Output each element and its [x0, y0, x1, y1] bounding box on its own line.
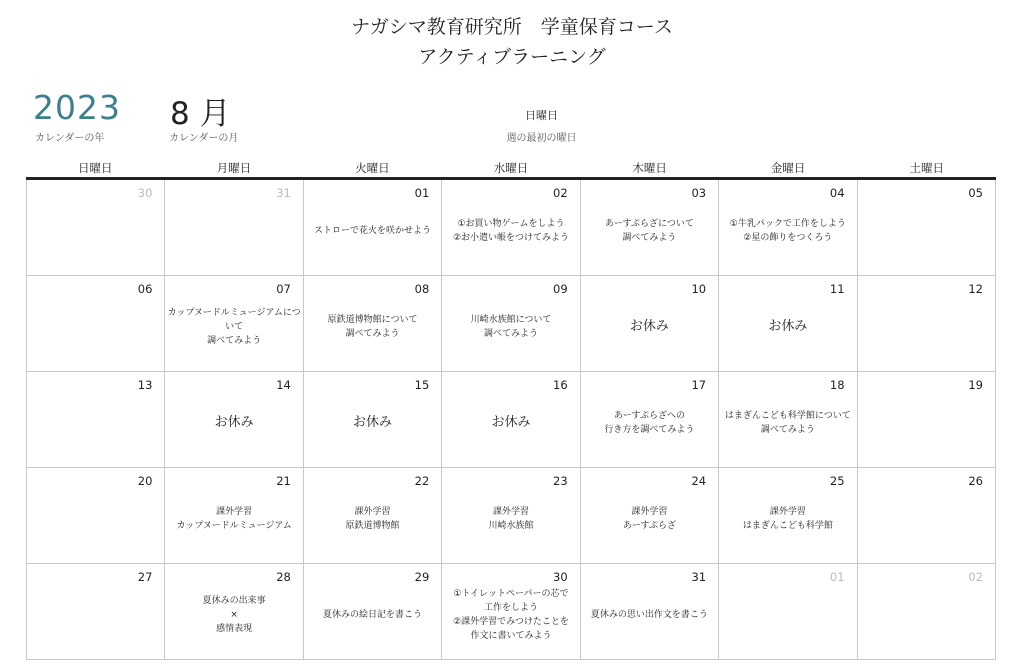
- holiday-label: お休み: [214, 415, 254, 431]
- day-number: 17: [691, 378, 707, 392]
- activity-note: 課外学習 カップヌードルミュージアム: [176, 507, 292, 532]
- day-number: 11: [829, 282, 845, 296]
- calendar-day-cell[interactable]: [164, 564, 302, 659]
- calendar-day-cell[interactable]: [580, 180, 718, 275]
- activity-note: 夏休みの出来事 × 感情表現: [202, 596, 266, 635]
- day-number: 29: [414, 570, 430, 584]
- day-number: 30: [553, 570, 568, 584]
- day-number: 04: [829, 186, 845, 200]
- calendar-day-cell[interactable]: [441, 564, 579, 659]
- calendar-day-cell[interactable]: [857, 372, 996, 467]
- calendar-weeks: [26, 180, 996, 660]
- calendar-day-cell[interactable]: [26, 564, 164, 659]
- day-number: 19: [968, 378, 983, 392]
- calendar-day-cell[interactable]: [857, 564, 996, 659]
- calendar-day-cell[interactable]: [580, 564, 718, 659]
- day-number: 18: [829, 378, 845, 392]
- day-number: 16: [553, 378, 568, 392]
- day-number: 03: [691, 186, 707, 200]
- calendar-day-cell[interactable]: [303, 372, 441, 467]
- weekday-thu: 木曜日: [632, 161, 667, 175]
- activity-note: 夏休みの絵日記を書こう: [323, 610, 423, 621]
- calendar-day-cell[interactable]: [857, 468, 996, 563]
- calendar-day-cell[interactable]: [718, 180, 856, 275]
- activity-note: あーすぷらざについて 調べてみよう: [604, 219, 694, 244]
- activity-note: はまぎんこども科学館について 調べてみよう: [724, 411, 851, 436]
- calendar-day-cell[interactable]: [580, 276, 718, 371]
- calendar-day-cell[interactable]: [718, 372, 856, 467]
- calendar-day-cell[interactable]: [26, 180, 164, 275]
- day-number: 01: [414, 186, 430, 200]
- calendar-day-cell[interactable]: [164, 468, 302, 563]
- calendar-day-cell[interactable]: [303, 468, 441, 563]
- calendar-day-cell[interactable]: [26, 276, 164, 371]
- day-number: 24: [691, 474, 707, 488]
- calendar-day-cell[interactable]: [441, 180, 579, 275]
- weekday-sat: 土曜日: [909, 161, 944, 175]
- calendar-day-cell[interactable]: [718, 564, 856, 659]
- calendar-day-cell[interactable]: [580, 468, 718, 563]
- calendar-day-cell[interactable]: [718, 468, 856, 563]
- calendar-week-row: [26, 372, 996, 468]
- holiday-label: お休み: [491, 415, 531, 431]
- activity-note: 課外学習 あーすぷらざ: [622, 507, 676, 532]
- activity-note: 原鉄道博物館について 調べてみよう: [327, 315, 418, 340]
- calendar-day-cell[interactable]: [303, 564, 441, 659]
- day-number: 15: [414, 378, 430, 392]
- calendar-grid: [26, 160, 996, 660]
- activity-note: ①トイレットペーパーの芯で 工作をしよう ②課外学習でみつけたことを 作文に書いてみよう: [453, 589, 569, 642]
- day-number: 23: [553, 474, 568, 488]
- activity-note: 課外学習 川崎水族館: [488, 507, 534, 532]
- calendar-day-cell[interactable]: [441, 276, 579, 371]
- day-number: 12: [968, 282, 983, 296]
- day-number: 07: [276, 282, 291, 296]
- activity-note: ①お買い物ゲームをしよう ②お小遣い帳をつけてみよう: [452, 219, 570, 244]
- day-number: 06: [137, 282, 153, 296]
- day-number: 20: [137, 474, 153, 488]
- day-number: 02: [968, 570, 983, 584]
- weekday-wed: 水曜日: [493, 161, 529, 175]
- calendar-day-cell[interactable]: [718, 276, 856, 371]
- activity-note: 川崎水族館について 調べてみよう: [470, 315, 552, 340]
- calendar-day-cell[interactable]: [580, 372, 718, 467]
- day-number: 30: [137, 186, 153, 200]
- day-number: 31: [276, 186, 291, 200]
- day-number: 10: [691, 282, 707, 296]
- day-number: 27: [137, 570, 153, 584]
- calendar-week-row: [26, 564, 996, 660]
- calendar-week-row: [26, 180, 996, 276]
- weekday-header: [26, 160, 996, 177]
- calendar-year: 2023: [33, 88, 121, 127]
- weekday-tue: 火曜日: [355, 161, 390, 175]
- calendar-week-row: [26, 468, 996, 564]
- page-subtitle: アクティブラーニング: [418, 46, 606, 68]
- weekday-mon: 月曜日: [216, 161, 252, 175]
- weekday-sun: 日曜日: [78, 161, 113, 175]
- day-number: 14: [276, 378, 291, 392]
- activity-note: カップヌードルミュージアムについて 調べてみよう: [167, 308, 301, 347]
- holiday-label: お休み: [353, 415, 393, 431]
- calendar-year-caption: カレンダーの年: [35, 133, 105, 144]
- day-number: 25: [829, 474, 845, 488]
- calendar-day-cell[interactable]: [303, 180, 441, 275]
- calendar-day-cell[interactable]: [26, 468, 164, 563]
- activity-note: 課外学習 原鉄道博物館: [345, 507, 400, 532]
- activity-note: 課外学習 はまぎんこども科学館: [742, 507, 833, 532]
- day-number: 31: [691, 570, 707, 584]
- activity-note: ①牛乳パックで工作をしよう ②星の飾りをつくろう: [729, 219, 846, 244]
- holiday-label: お休み: [768, 319, 808, 335]
- calendar-day-cell[interactable]: [26, 372, 164, 467]
- week-start-day: 日曜日: [525, 109, 558, 122]
- calendar-day-cell[interactable]: [441, 468, 579, 563]
- calendar-month: 8 月: [170, 96, 231, 132]
- activity-note: あーすぷらざへの 行き方を調べてみよう: [604, 411, 695, 436]
- day-number: 05: [968, 186, 983, 200]
- week-start-caption: 週の最初の曜日: [506, 133, 577, 144]
- weekday-fri: 金曜日: [770, 161, 806, 175]
- holiday-label: お休み: [629, 319, 669, 335]
- calendar-day-cell[interactable]: [164, 276, 302, 371]
- day-number: 09: [553, 282, 568, 296]
- calendar-day-cell[interactable]: [857, 180, 996, 275]
- day-number: 08: [414, 282, 430, 296]
- calendar-day-cell[interactable]: [164, 372, 302, 467]
- activity-note: 夏休みの思い出作文を書こう: [590, 610, 708, 621]
- calendar-month-caption: カレンダーの月: [169, 133, 239, 144]
- day-number: 01: [829, 570, 845, 584]
- day-number: 28: [276, 570, 291, 584]
- activity-note: ストローで花火を咲かせよう: [314, 226, 432, 237]
- day-number: 22: [414, 474, 430, 488]
- calendar-day-cell[interactable]: [441, 372, 579, 467]
- calendar-day-cell[interactable]: [303, 276, 441, 371]
- day-number: 26: [968, 474, 983, 488]
- day-number: 02: [553, 186, 568, 200]
- day-number: 21: [276, 474, 291, 488]
- calendar-day-cell[interactable]: [857, 276, 996, 371]
- calendar-week-row: [26, 276, 996, 372]
- day-number: 13: [137, 378, 153, 392]
- calendar-day-cell[interactable]: [164, 180, 302, 275]
- page-title: ナガシマ教育研究所 学童保育コース: [351, 16, 673, 38]
